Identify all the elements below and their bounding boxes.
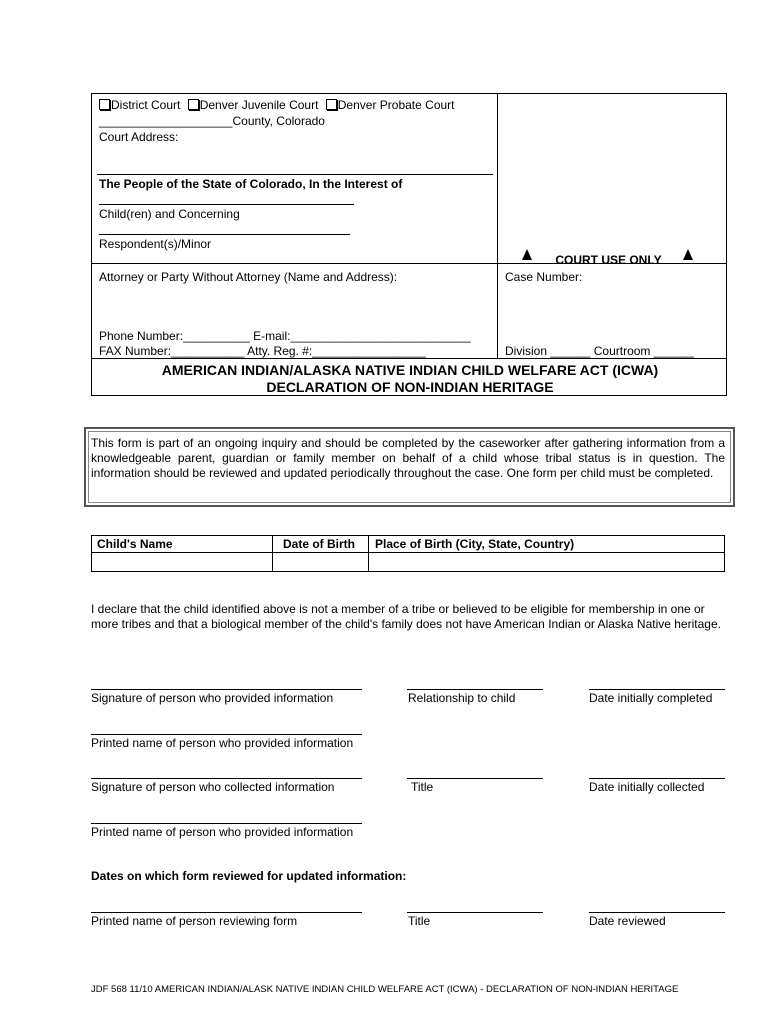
attorney-label: Attorney or Party Without Attorney (Name and Address): [99,270,398,284]
date-of-birth-cell[interactable] [273,553,368,571]
place-of-birth-header: Place of Birth (City, State, Country) [375,537,575,551]
date-completed-line[interactable] [589,689,725,690]
fax-line[interactable]: FAX Number:___________ Atty. Reg. #:_________________ [99,344,426,358]
caption-separator-bottom [91,358,727,359]
title-line-2[interactable] [407,912,543,913]
declaration-text: I declare that the child identified above is not a member of a tribe or believed to be eligible for membership in one or more tribes and that a biological member of the child's family does not have American Indian or Alaska Native heritage. [91,602,721,631]
printed-provided-line-1[interactable] [91,734,362,735]
caption-divider [497,93,498,359]
instructions-text: This form is part of an ongoing inquiry and should be completed by the caseworker after gathering information from a knowledgeable parent, guardian or family member on behalf of a child whose tribal status is in question. The information should be reviewed and updated periodically throughout the case. One form per child must be completed. [91,436,725,480]
date-collected-line[interactable] [589,778,725,779]
printed-provided-line-2[interactable] [91,823,362,824]
signature-collected-line[interactable] [91,778,362,779]
denver-juvenile-court-checkbox[interactable] [188,99,199,110]
denver-probate-court-checkbox[interactable] [326,99,337,110]
up-arrow-left-icon [522,249,532,260]
page-footer: JDF 568 11/10 AMERICAN INDIAN/ALASK NATIVE INDIAN CHILD WELFARE ACT (ICWA) - DECLARATION OF NON-INDIAN HERITAGE [91,984,679,995]
county-field[interactable]: ____________________County, Colorado [99,114,325,128]
signature-collected-label: Signature of person who collected information [91,780,335,794]
date-reviewed-label: Date reviewed [589,914,666,928]
printed-reviewing-label: Printed name of person reviewing form [91,914,298,928]
child-name-field[interactable] [99,204,354,205]
place-of-birth-cell[interactable] [369,553,725,571]
form-title-line2: DECLARATION OF NON-INDIAN HERITAGE [266,379,554,395]
title-line-1[interactable] [407,778,543,779]
title-label-2: Title [408,914,431,928]
child-name-header: Child's Name [97,537,173,551]
court-use-only-label: COURT USE ONLY [555,253,662,267]
case-number-label[interactable]: Case Number: [505,270,583,284]
respondent-label: Respondent(s)/Minor [99,237,212,251]
denver-juvenile-court-label: Denver Juvenile Court [199,98,319,112]
relationship-label: Relationship to child [408,691,516,705]
people-heading: The People of the State of Colorado, In the Interest of [99,177,403,191]
people-rule [97,174,493,175]
child-name-cell[interactable] [92,553,272,571]
printed-provided-label-2: Printed name of person who provided information [91,825,354,839]
printed-reviewing-line[interactable] [91,912,362,913]
court-use-only [522,249,693,267]
signature-provided-line[interactable] [91,689,362,690]
court-address-label: Court Address: [99,130,179,144]
date-collected-label: Date initially collected [589,780,705,794]
review-heading: Dates on which form reviewed for updated information: [91,869,407,883]
district-court-checkbox[interactable] [99,99,110,110]
date-completed-label: Date initially completed [589,691,713,705]
up-arrow-right-icon [683,249,693,260]
phone-line[interactable]: Phone Number:__________ E-mail:___________________________ [99,329,471,343]
respondent-field[interactable] [99,234,350,235]
printed-provided-label-1: Printed name of person who provided information [91,736,354,750]
form-title-line1: AMERICAN INDIAN/ALASKA NATIVE INDIAN CHILD WELFARE ACT (ICWA) [161,362,659,378]
division-line[interactable]: Division ______ Courtroom ______ [505,344,694,358]
district-court-label: District Court [111,98,181,112]
signature-provided-label: Signature of person who provided information [91,691,334,705]
relationship-line[interactable] [407,689,543,690]
court-options [99,98,455,112]
date-of-birth-header: Date of Birth [283,537,355,551]
date-reviewed-line[interactable] [589,912,725,913]
title-label-1: Title [411,780,434,794]
children-label: Child(ren) and Concerning [99,207,240,221]
denver-probate-court-label: Denver Probate Court [337,98,455,112]
